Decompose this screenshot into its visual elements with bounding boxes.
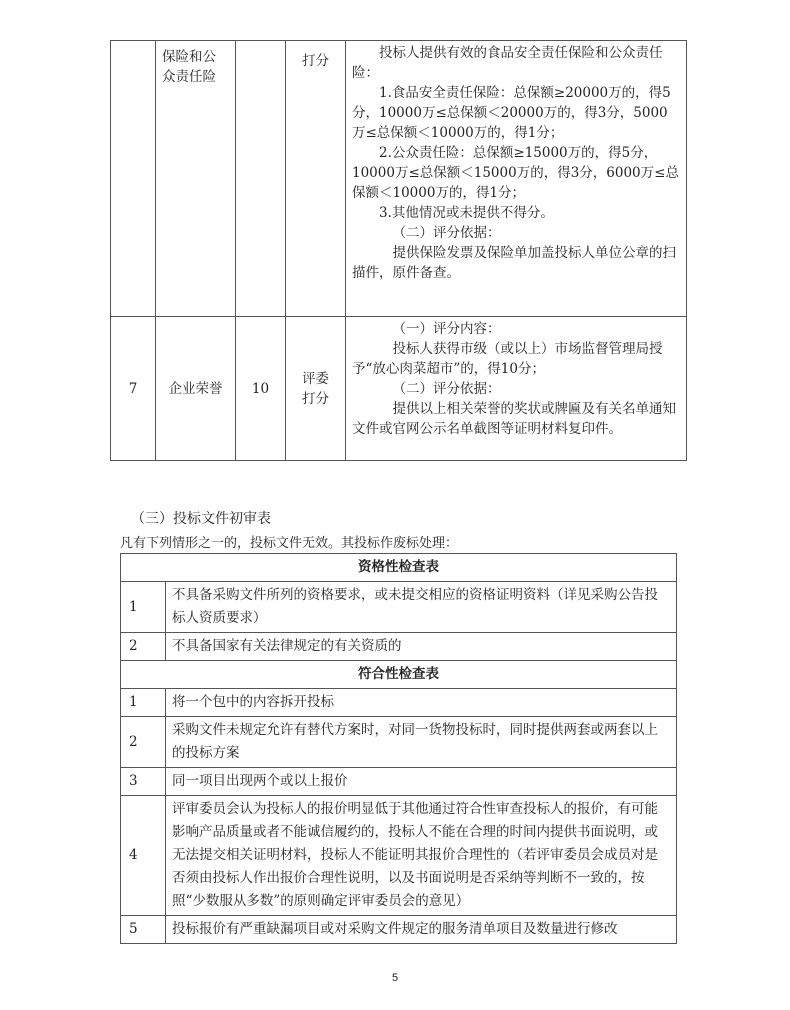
intro-text: 凡有下列情形之一的，投标文件无效。其投标作废标处理： (120, 536, 459, 551)
criteria-line: 1.食品安全责任保险：总保额≥20000万的，得5分，10000万≤总保额＜20000万的，得3分，5000万≤总保额＜10000万的，得1分； (352, 85, 671, 141)
criteria-line: （二）评分依据： (392, 381, 501, 397)
table-row (121, 633, 677, 661)
criteria-line: 2.公众责任险：总保额≥15000万的，得5分，10000万≤总保额＜15000万的，得3分，6000万≤总保额＜10000万的，得1分； (352, 145, 679, 201)
table-row (121, 689, 677, 717)
item-name: 企业荣誉 (156, 317, 236, 461)
scoring-criteria (346, 41, 687, 317)
row-text: 采购文件未规定允许有替代方案时，对同一货物投标时，同时提供两套或两套以上的投标方案 (166, 717, 677, 768)
table-row (121, 796, 677, 916)
row-number: 1 (121, 582, 166, 633)
review-table (120, 553, 677, 944)
row-text: 同一项目出现两个或以上报价 (166, 768, 677, 796)
table-row (121, 768, 677, 796)
row-text: 不具备采购文件所列的资格要求，或未提交相应的资格证明资料（详见采购公告投标人资质要求） (166, 582, 677, 633)
criteria-line: （一）评分内容： (392, 321, 501, 337)
score-value: 10 (236, 317, 286, 461)
row-number (111, 41, 156, 317)
score-value (236, 41, 286, 317)
row-number: 3 (121, 768, 166, 796)
table-row (121, 916, 677, 944)
criteria-line: 提供保险发票及保险单加盖投标人单位公章的扫描件，原件备查。 (352, 245, 676, 281)
table-header-row (121, 661, 677, 689)
table-row (111, 41, 687, 317)
row-text: 不具备国家有关法律规定的有关资质的 (166, 633, 677, 661)
table-section-header: 符合性检查表 (121, 661, 677, 689)
criteria-line: 提供以上相关荣誉的奖状或牌匾及有关名单通知文件或官网公示名单截图等证明材料复印件。 (352, 401, 676, 437)
criteria-line: 3.其他情况或未提供不得分。 (379, 205, 554, 221)
table-row (111, 317, 687, 461)
row-number: 2 (121, 717, 166, 768)
row-text: 投标报价有严重缺漏项目或对采购文件规定的服务清单项目及数量进行修改 (166, 916, 677, 944)
criteria-line: （二）评分依据： (392, 225, 501, 241)
criteria-line: 投标人获得市级（或以上）市场监督管理局授予“放心肉菜超市”的，得10分； (352, 341, 663, 377)
table-row (121, 717, 677, 768)
criteria-line: 投标人提供有效的食品安全责任保险和公众责任险： (352, 45, 663, 81)
row-text: 将一个包中的内容拆开投标 (166, 689, 677, 717)
table-section-header: 资格性检查表 (121, 554, 677, 582)
table-row (121, 582, 677, 633)
row-number: 5 (121, 916, 166, 944)
page-number: 5 (391, 972, 399, 984)
row-number: 7 (111, 317, 156, 461)
scoring-table (110, 40, 687, 461)
row-text: 评审委员会认为投标人的报价明显低于其他通过符合性审查投标人的报价，有可能影响产品质量或者不能诚信履约的，投标人不能在合理的时间内提供书面说明，或无法提交相关证明材料，投标人不能证明其报价合理性的（若评审委员会成员对是否须由投标人作出报价合理性说明，以及书面说明是否采纳等判断不一致的，按照“少数服从多数”的原则确定评审委员会的意见） (166, 796, 677, 916)
row-number: 1 (121, 689, 166, 717)
scoring-method: 打分 (286, 41, 346, 317)
section-title: （三）投标文件初审表 (131, 511, 271, 527)
item-name: 保险和公众责任险 (156, 41, 236, 317)
row-number: 2 (121, 633, 166, 661)
row-number: 4 (121, 796, 166, 916)
table-header-row (121, 554, 677, 582)
scoring-criteria (346, 317, 687, 461)
scoring-method: 评委打分 (286, 317, 346, 461)
